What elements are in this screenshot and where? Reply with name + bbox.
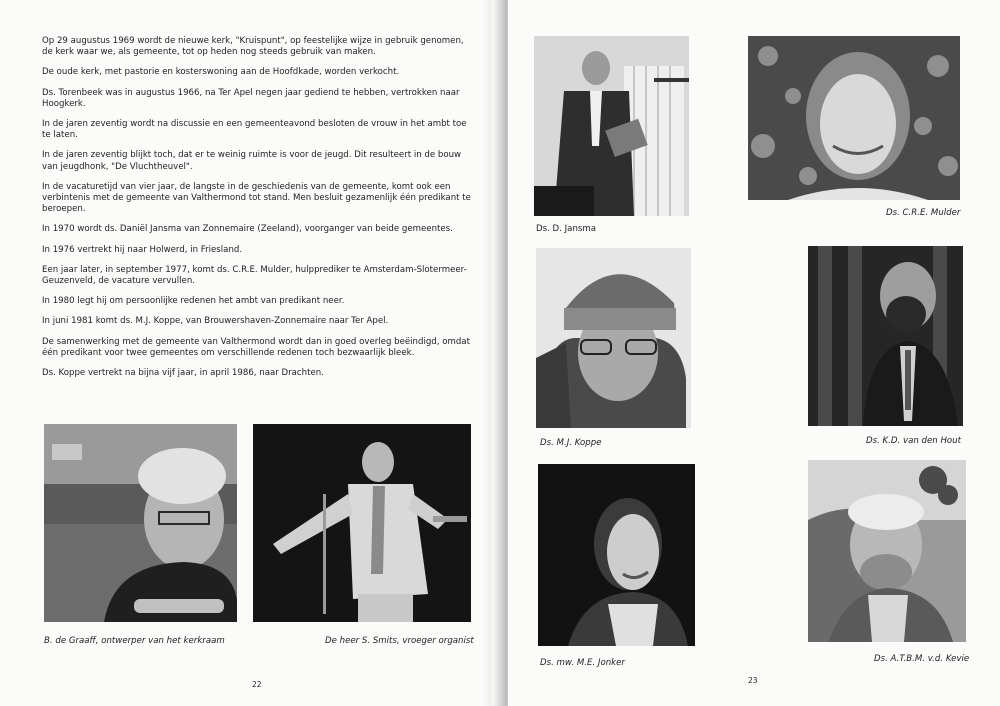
photo-hout <box>808 246 963 426</box>
photo-graaff <box>44 424 237 622</box>
paragraph: In 1976 vertrekt hij naar Holwerd, in Friesland. <box>42 244 243 255</box>
paragraph: In de vacaturetijd van vier jaar, de langste in de geschiedenis van de gemeente, komt ook een verbintenis met de gemeente van Valthermond tot stand. Men besluit gezamenlijk één predikant te beroepen. <box>42 181 471 215</box>
paragraph: In 1980 legt hij om persoonlijke redenen het ambt van predikant neer. <box>42 296 345 307</box>
photo-kevie <box>808 460 966 642</box>
paragraph: In 1970 wordt ds. Daniël Jansma van Zonnemaire (Zeeland), voorganger van beide gemeentes. <box>42 224 453 235</box>
caption-kevie: Ds. A.T.B.M. v.d. Kevie <box>874 654 970 664</box>
paragraph: De samenwerking met de gemeente van Valthermond wordt dan in goed overleg beëindigd, omdat één predikant voor twee gemeentes om verschillende redenen toch bezwaarlijk bleek. <box>42 336 470 358</box>
paragraph: Ds. Torenbeek was in augustus 1966, na Ter Apel negen jaar gediend te hebben, vertrokken naar Hoogkerk. <box>42 87 460 109</box>
caption-jonker: Ds. mw. M.E. Jonker <box>540 658 625 668</box>
photo-koppe <box>536 248 691 428</box>
caption-smits: De heer S. Smits, vroeger organist <box>325 636 474 646</box>
body-text <box>42 36 472 388</box>
paragraph: In de jaren zeventig wordt na discussie en een gemeenteavond besloten de vrouw in het ambt toe te laten. <box>42 119 467 141</box>
right-page <box>508 0 1000 706</box>
paragraph: De oude kerk, met pastorie en kosterswoning aan de Hoofdkade, worden verkocht. <box>42 67 400 78</box>
caption-koppe: Ds. M.J. Koppe <box>540 438 602 448</box>
paragraph: Een jaar later, in september 1977, komt ds. C.R.E. Mulder, hulpprediker te Amsterdam-Slotermeer-Geuzenveld, de vacature vervullen. <box>42 264 467 287</box>
photo-jonker <box>538 464 695 646</box>
page-number-right: 23 <box>748 676 758 685</box>
caption-graaff: B. de Graaff, ontwerper van het kerkraam <box>44 636 225 646</box>
caption-mulder: Ds. C.R.E. Mulder <box>886 208 961 218</box>
caption-jansma: Ds. D. Jansma <box>536 224 597 234</box>
paragraph: In juni 1981 komt ds. M.J. Koppe, van Brouwershaven-Zonnemaire naar Ter Apel. <box>42 316 389 327</box>
photo-smits <box>253 424 471 622</box>
photo-mulder <box>748 36 960 200</box>
paragraph: Ds. Koppe vertrekt na bijna vijf jaar, in april 1986, naar Drachten. <box>42 368 324 379</box>
paragraph: In de jaren zeventig blijkt toch, dat er te weinig ruimte is voor de jeugd. Dit resulteert in de bouw van jeugdhonk, "De Vluchtheuvel". <box>42 150 462 172</box>
paragraph: Op 29 augustus 1969 wordt de nieuwe kerk, "Kruispunt", op feestelijke wijze in gebruik genomen, de kerk waar we, als gemeente, tot op heden nog steeds gebruik van maken. <box>42 36 464 58</box>
photo-jansma <box>534 36 689 216</box>
page-number-left: 22 <box>252 680 262 689</box>
caption-hout: Ds. K.D. van den Hout <box>866 436 961 446</box>
